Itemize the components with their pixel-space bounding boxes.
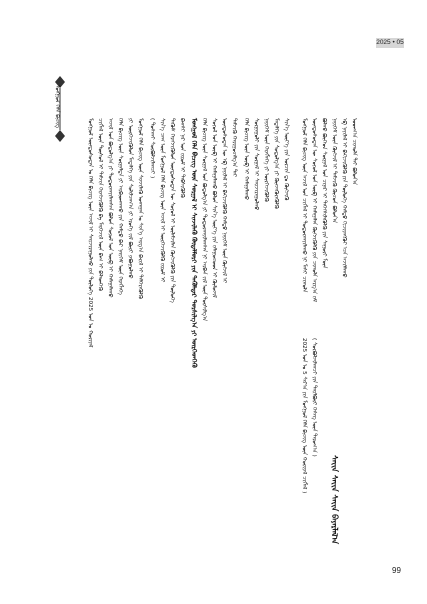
column-text: ᠰᠣᠶᠣᠯ ᠤᠨ ᠥᠪ ᠢ ᠬᠠᠮᠠᠭᠠᠯᠠᠬᠤ ᠪᠣᠯᠤᠨ ᠰᠢᠨ᠎ᠡ ᠦᠶ᠎ᠡ ᠶᠢᠨ ᠵᠠᠯᠠᠭᠤᠴᠤᠳ ᠢ ᠬᠥᠮᠦᠵᠢᠯ [211,118,217,298]
column-text: ᠠᠵᠢᠯ ᠤᠨ ᠪᠣᠳᠤᠯᠭ᠎ᠠ ᠶᠢ ᠲᠣᠳᠤᠷᠬᠠᠶᠢᠯᠠᠭᠰᠠᠨ ᠪᠣᠯᠤᠨ ᠰᠣᠶᠣᠯ ᠤᠨ ᠥᠪ ᠢ ᠬᠠᠮᠠᠭᠠᠯᠠᠬᠤ [107,118,113,298]
column-text: ᠮᠣᠩᠭᠣᠯ ᠬᠡᠯᠡ ᠪᠢᠴᠢᠭ ᠦᠨ ᠠᠵᠢᠯ ᠤᠨ ᠴᠢᠭᠯᠡᠯ ᠢ ᠲᠣᠳᠤᠷᠬᠠᠶᠢᠯᠠᠬᠤ ᠨᠢ ᠮᠠᠰᠢ ᠴᠢᠬᠤᠯᠠ [301,118,307,293]
column-text: ᠳᠡᠮᠵᠢᠬᠦ ᠬᠠᠷᠢᠭᠤᠴᠠᠯᠭ᠎ᠠ ᠲᠠᠢ [231,118,237,178]
column-text: ᠬᠡᠯᠡ ᠪᠢᠴᠢᠭ ᠦᠨ ᠰᠤᠷᠭᠠᠯ ᠤᠨ ᠪᠣᠳᠤᠯᠭ᠎ᠠ ᠶᠢ ᠲᠣᠳᠤᠷᠬᠠᠶᠢᠯᠠᠭᠰᠠᠨ ᠨᠢ ᠠᠷᠪᠠᠨ ᠵᠢᠯ ᠦᠨ ᠲᠤᠷᠰᠢᠯᠭ᠎ᠠ [201,118,207,322]
page-number: 99 [392,566,401,575]
journal-page: 2025 • 05 ᠮᠣᠩᠭᠣᠯ ᠬᠡᠯᠡ ᠪᠢᠴᠢᠭ᠌ ᠮᠣᠩᠭᠣᠯ ᠦᠨᠳᠦᠰᠦᠲᠡᠨ ᠤ ᠬᠡᠯᠡ ᠪᠢᠴᠢᠭ ᠦᠨ ᠠᠵᠢᠯ ᠢ ᠰᠠᠢᠵᠢᠷᠠᠭᠤᠯᠬᠤ ᠶᠢᠨ ᠲᠥᠯᠥᠭᠡ 2025 ᠣᠨ ᠤ ᠬᠣᠷᠢᠶᠠᠯ ᠴᠢᠭᠯᠡᠯ ᠦᠨ ᠲᠥᠰᠦᠯ ᠢ ᠳᠡᠮᠵᠢᠨ ᠬᠡᠷᠡᠭᠵᠢᠭᠦᠯᠬᠦ ᠪᠠ ᠮᠡᠷᠭᠡᠵᠢᠯ ᠦᠨ ᠪᠠᠭ ᠢ ᠪᠡᠯᠡᠳᠬᠡᠬᠦ ᠠᠵᠢᠯ ᠤᠨ ᠪᠣᠳᠤᠯᠭ᠎ᠠ ᠶᠢ ᠲᠣᠳᠤᠷᠬᠠᠶᠢᠯᠠᠭᠰᠠᠨ ᠪᠣᠯᠤᠨ ᠰᠣᠶᠣᠯ ᠤᠨ ᠥᠪ ᠢ ᠬᠠᠮᠠᠭᠠᠯᠠᠬᠤ ᠬᠡᠯᠡ ᠪᠢᠴᠢᠭ ᠦᠨ ᠰᠤᠷᠭᠠᠯᠲᠠ ᠶᠢ ᠠᠷᠪᠢᠳᠬᠠᠬᠤ ᠶᠢᠨ ᠬᠠᠮᠲᠤ ᠪᠠᠷ ᠨᠡᠢᠭᠡᠮ ᠦᠨ ᠬᠡᠷᠡᠭᠯᠡᠭᠡ ᠶᠢ ᠥᠷᠭᠡᠵᠢᠭᠦᠯᠦᠨ ᠮᠡᠳᠡᠯᠭᠡ ᠶᠢᠨ ᠰᠣᠯᠢᠯᠴᠠᠭ᠎ᠠ ᠶᠢ ᠡᠷᠦᠬᠡ ᠵᠢᠯ ᠪᠦᠷᠢ ᠶᠠᠪᠤᠭᠤᠯᠬᠤ ᠮᠣᠩᠭᠣᠯ ᠬᠡᠯᠡ ᠪᠢᠴᠢᠭ ᠦᠨ ᠰᠢᠨᠵᠢᠯᠡᠬᠦ ᠤᠬᠠᠭᠠᠨ ᠤ ᠰᠢᠨ᠎ᠡ ᠠᠷᠭ᠎ᠠ ᠪᠠᠷᠢᠯ ᠢ ᠳᠡᠯᠭᠡᠷᠡᠭᠦᠯᠬᠦ ( ᠲᠤᠰᠬᠠᠢ ᠰᠤᠷᠪᠤᠯᠵᠢᠯᠠᠭᠴᠢ ) ᠰᠢᠨ᠎ᠡ ᠴᠠᠭ ᠦᠨ ᠮᠣᠩᠭᠣᠯ ᠬᠡᠯᠡ ᠪᠢᠴᠢᠭ ᠦᠨ ᠠᠵᠢᠯ ᠢ ᠥᠷᠭᠡᠵᠢᠭᠦᠯᠬᠦ ᠵᠢᠷᠤᠮ ᠢ ᠲᠡᠭᠦᠰ ᠬᠡᠷᠡᠭᠵᠢᠭᠦᠯᠦᠨ ᠦᠨᠳᠦᠰᠦᠲᠡᠨ ᠦ ᠰᠣᠶᠣᠯ ᠢ ᠦᠯᠡᠮᠵᠢᠯᠡᠨ ᠬᠥᠭᠵᠢᠭᠦᠯᠬᠦ ᠶᠢᠨ ᠲᠥᠯᠥᠭᠡ ᠪᠠᠭᠰᠢ ᠨᠠᠷ ᠤᠨ ᠵᠢᠷᠤᠮ ᠢ ᠳᠡᠪᠰᠢᠭᠦᠯᠬᠦ ᠮᠣᠩᠭᠣᠯ ᠬᠡᠯᠡ ᠪᠢᠴᠢᠭ ᠦᠨ ᠰᠤᠷᠭᠠᠯ ᠢ ᠰᠢᠨᠵᠢᠯᠡᠬᠦ ᠬᠥᠳᠡᠯᠮᠦᠷᠢ ᠶᠢᠨ ᠲᠡᠭᠦᠯᠳᠡᠷ ᠲᠤᠷᠰᠢᠯᠭ᠎ᠠ ᠶᠢ ᠥᠷᠭᠡᠳᠬᠡᠬᠦ ᠬᠡᠯᠡ ᠪᠢᠴᠢᠭ ᠦᠨ ᠰᠤᠷᠭᠠᠯ ᠤᠨ ᠪᠣᠳᠤᠯᠭ᠎ᠠ ᠶᠢ ᠲᠣᠳᠤᠷᠬᠠᠶᠢᠯᠠᠭᠰᠠᠨ ᠨᠢ ᠠᠷᠪᠠᠨ ᠵᠢᠯ ᠦᠨ ᠲᠤᠷᠰᠢᠯᠭ᠎ᠠ ᠰᠣᠶᠣᠯ ᠤᠨ ᠥᠪ ᠢ ᠬᠠᠮᠠᠭᠠᠯᠠᠬᠤ ᠪᠣᠯᠤᠨ ᠰᠢᠨ᠎ᠡ ᠦᠶ᠎ᠡ ᠶᠢᠨ ᠵᠠᠯᠠᠭᠤᠴᠤᠳ ᠢ ᠬᠥᠮᠦᠵᠢᠯ ᠦᠨᠳᠦᠰᠦᠲᠡᠨ ᠦ ᠡᠪ ᠨᠡᠶᠢᠯᠡᠯ ᠢ ᠪᠡᠬᠢᠵᠢᠭᠦᠯᠬᠦ ᠬᠠᠮᠲᠤ ᠨᠡᠶᠢᠭᠡᠮ ᠦᠨ ᠬᠥᠭᠵᠢᠯ ᠢ ᠳᠡᠮᠵᠢᠬᠦ ᠬᠠᠷᠢᠭᠤᠴᠠᠯᠭ᠎ᠠ ᠲᠠᠢ ᠬᠡᠯᠡ ᠪᠢᠴᠢᠭ ᠦᠨ ᠥᠪ ᠢ ᠬᠠᠮᠠᠭᠠᠯᠠᠬᠤ ᠰᠤᠷᠭᠠᠭᠤᠯᠢ ᠶᠢᠨ ᠰᠤᠷᠭᠠᠯ ᠢ ᠰᠠᠢᠵᠢᠷᠠᠭᠤᠯᠬᠤ ᠨᠡᠶᠢᠭᠡᠮ ᠦᠨ ᠬᠡᠷᠡᠭᠯᠡᠭᠡ ᠶᠢ ᠥᠷᠭᠡᠵᠢᠭᠦᠯᠬᠦ ᠮᠡᠳᠡᠯᠭᠡ ᠶᠢᠨ ᠰᠤᠳᠤᠯᠭ᠎ᠠ ᠶᠢ ᠭᠦᠨᠵᠡᠭᠦᠷᠡᠭᠦᠯᠬᠦ ᠰᠢᠨ᠎ᠡ ᠦᠶ᠎ᠡ ᠶᠢᠨ ᠣᠷᠴᠢᠨ ᠳᠤ ᠬᠥᠭᠵᠢᠬᠦ ᠮᠣᠩᠭᠣᠯ ᠬᠡᠯᠡ ᠪᠢᠴᠢᠭ ᠦᠨ ᠠᠵᠢᠯ ᠤᠨ ᠴᠢᠭᠯᠡᠯ ᠢ ᠲᠣᠳᠤᠷᠬᠠᠶᠢᠯᠠᠬᠤ ᠨᠢ ᠮᠠᠰᠢ ᠴᠢᠬᠤᠯᠠ ᠦᠨᠳᠦᠰᠦᠲᠡᠨ ᠦ ᠰᠣᠶᠣᠯ ᠤᠨ ᠥᠪ ᠢ ᠬᠠᠮᠠᠭᠠᠯᠠᠨ ᠬᠥᠭᠵᠢᠭᠦᠯᠬᠦ ᠶᠢᠨ ᠴᠢᠬᠤᠯᠠ ᠠᠷᠭ᠎ᠠ ᠵᠠᠮ ᠪᠣᠯᠬᠤ ᠪᠥᠭᠡᠳ ᠰᠤᠷᠭᠠᠯ ᠤᠨ ᠴᠢᠨᠠᠷ ᠢ ᠳᠡᠭᠡᠭᠰᠢᠯᠡᠭᠦᠯᠬᠦ ᠶᠢᠨ ᠰᠠᠭᠤᠷᠢ ᠮᠥᠨ ᠨᠡᠶᠢᠭᠡᠮ ᠦᠨ ᠬᠥᠭᠵᠢᠯ ᠢ ᠳᠡᠮᠵᠢᠬᠦ ᠬᠦᠴᠦᠨ ᠪᠣᠯᠤᠨ᠎ᠠ ᠡᠪ ᠨᠡᠶᠢᠯᠡᠯ ᠢ ᠪᠡᠬᠢᠵᠢᠭᠦᠯᠬᠦ ᠶᠢᠨ ᠲᠥᠯᠥᠭᠡ ᠬᠠᠮᠲᠤ ᠬᠢᠴᠢᠶᠡᠩᠭᠦᠢ ᠡᠴᠡ ᠠᠵᠢᠯᠯᠠᠬᠤ ᠤᠳᠬ᠎ᠠ ᠴᠢᠬᠤᠯᠠ ᠲᠠᠢ ᠪᠣᠯᠤᠨ᠎ᠠ 2025 ᠣᠨ ᠤ 5 ᠰᠠᠷ᠎ᠠ ᠶᠢᠨ ᠮᠣᠩᠭᠣᠯ ᠬᠡᠯᠡ ᠪᠢᠴᠢᠭ ᠦᠨ ᠬᠣᠷᠢᠶᠠᠯ ᠴᠢᠭᠯᠡᠯ ) ( ᠰᠤᠷᠪᠤᠯᠵᠢᠯᠠᠭᠴᠢ ᠶᠢᠨ ᠲᠠᠢᠯᠪᠤᠷᠢ ᠬᠡᠰᠡᠭ ᠦᠨ ᠳᠠᠷᠤᠭ᠎ᠠ ) ᠰᠠᠶ᠋ᠢᠨ ᠰᠠᠶ᠋ᠢᠨ ᠰᠠᠶ᠋ᠢᠨ ᠪᠠᠶᠠᠷᠯᠠᠯ᠎ᠠ 99 [54,39,404,575]
column-text: ᠡᠪ ᠨᠡᠶᠢᠯᠡᠯ ᠢ ᠪᠡᠬᠢᠵᠢᠭᠦᠯᠬᠦ ᠶᠢᠨ ᠲᠥᠯᠥᠭᠡ ᠬᠠᠮᠲᠤ ᠬᠢᠴᠢᠶᠡᠩᠭᠦᠢ ᠡᠴᠡ ᠠᠵᠢᠯᠯᠠᠬᠤ [341,118,347,278]
column-text: 2025 ᠣᠨ ᠤ 5 ᠰᠠᠷ᠎ᠠ ᠶᠢᠨ ᠮᠣᠩᠭᠣᠯ ᠬᠡᠯᠡ ᠪᠢᠴᠢᠭ ᠦᠨ ᠬᠣᠷᠢᠶᠠᠯ ᠴᠢᠭᠯᠡᠯ ) [301,338,307,494]
column-text: ᠰᠢᠨ᠎ᠡ ᠦᠶ᠎ᠡ ᠶᠢᠨ ᠣᠷᠴᠢᠨ ᠳᠤ ᠬᠥᠭᠵᠢᠬᠦ [283,118,289,201]
column-text: ( ᠲᠤᠰᠬᠠᠢ ᠰᠤᠷᠪᠤᠯᠵᠢᠯᠠᠭᠴᠢ ) [149,118,155,179]
column-text: ( ᠰᠤᠷᠪᠤᠯᠵᠢᠯᠠᠭᠴᠢ ᠶᠢᠨ ᠲᠠᠢᠯᠪᠤᠷᠢ ᠬᠡᠰᠡᠭ ᠦᠨ ᠳᠠᠷᠤᠭ᠎ᠠ ) [311,338,317,457]
issue-badge: 2025 • 05 [376,39,404,46]
column-text: ᠪᠠᠭᠰᠢ ᠨᠠᠷ ᠤᠨ ᠵᠢᠷᠤᠮ ᠢ ᠳᠡᠪᠰᠢᠭᠦᠯᠬᠦ [179,118,185,198]
column-text: ᠮᠡᠳᠡᠯᠭᠡ ᠶᠢᠨ ᠰᠤᠳᠤᠯᠭ᠎ᠠ ᠶᠢ ᠭᠦᠨᠵᠡᠭᠦᠷᠡᠭᠦᠯᠬᠦ [273,118,279,209]
column-text: ᠲᠡᠭᠦᠰ ᠬᠡᠷᠡᠭᠵᠢᠭᠦᠯᠦᠨ ᠦᠨᠳᠦᠰᠦᠲᠡᠨ ᠦ ᠰᠣᠶᠣᠯ ᠢ ᠦᠯᠡᠮᠵᠢᠯᠡᠨ ᠬᠥᠭᠵᠢᠭᠦᠯᠬᠦ ᠶᠢᠨ ᠲᠥᠯᠥᠭᠡ [169,118,175,303]
column-text: ᠮᠣᠩᠭᠣᠯ ᠦᠨᠳᠦᠰᠦᠲᠡᠨ ᠤ ᠬᠡᠯᠡ ᠪᠢᠴᠢᠭ ᠦᠨ ᠠᠵᠢᠯ ᠢ ᠰᠠᠢᠵᠢᠷᠠᠭᠤᠯᠬᠤ ᠶᠢᠨ ᠲᠥᠯᠥᠭᠡ 2025 ᠣᠨ ᠤ ᠬᠣᠷᠢᠶᠠᠯ [87,118,93,348]
column-text: ᠰᠠᠶ᠋ᠢᠨ ᠰᠠᠶ᠋ᠢᠨ ᠰᠠᠶ᠋ᠢᠨ ᠪᠠᠶᠠᠷᠯᠠᠯ᠎ᠠ [330,455,339,545]
column-text: ᠬᠡᠯᠡ ᠪᠢᠴᠢᠭ ᠦᠨ ᠰᠤᠷᠭᠠᠯᠲᠠ ᠶᠢ ᠠᠷᠪᠢᠳᠬᠠᠬᠤ ᠶᠢᠨ ᠬᠠᠮᠲᠤ ᠪᠠᠷ ᠨᠡᠢᠭᠡᠮ ᠦᠨ ᠬᠡᠷᠡᠭᠯᠡᠭᠡ [117,118,123,295]
column-text: ᠶᠢ ᠥᠷᠭᠡᠵᠢᠭᠦᠯᠦᠨ ᠮᠡᠳᠡᠯᠭᠡ ᠶᠢᠨ ᠰᠣᠯᠢᠯᠴᠠᠭ᠎ᠠ ᠶᠢ ᠡᠷᠦᠬᠡ ᠵᠢᠯ ᠪᠦᠷᠢ ᠶᠠᠪᠤᠭᠤᠯᠬᠤ [127,118,133,279]
column-text: ᠬᠡᠯᠡ ᠪᠢᠴᠢᠭ ᠦᠨ ᠥᠪ ᠢ ᠬᠠᠮᠠᠭᠠᠯᠠᠬᠤ [243,118,249,200]
column-text: ᠮᠣᠩᠭᠣᠯ ᠬᠡᠯᠡ ᠪᠢᠴᠢᠭ ᠦᠨ ᠰᠢᠨᠵᠢᠯᠡᠬᠦ ᠤᠬᠠᠭᠠᠨ ᠤ ᠰᠢᠨ᠎ᠡ ᠠᠷᠭ᠎ᠠ ᠪᠠᠷᠢᠯ ᠢ ᠳᠡᠯᠭᠡᠷᠡᠭᠦᠯᠬᠦ [137,118,143,299]
column-text: ᠪᠣᠯᠬᠤ ᠪᠥᠭᠡᠳ ᠰᠤᠷᠭᠠᠯ ᠤᠨ ᠴᠢᠨᠠᠷ ᠢ ᠳᠡᠭᠡᠭᠰᠢᠯᠡᠭᠦᠯᠬᠦ ᠶᠢᠨ ᠰᠠᠭᠤᠷᠢ ᠮᠥᠨ [321,118,327,269]
column-text: ᠦᠨᠳᠦᠰᠦᠲᠡᠨ ᠦ ᠰᠣᠶᠣᠯ ᠤᠨ ᠥᠪ ᠢ ᠬᠠᠮᠠᠭᠠᠯᠠᠨ ᠬᠥᠭᠵᠢᠭᠦᠯᠬᠦ ᠶᠢᠨ ᠴᠢᠬᠤᠯᠠ ᠠᠷᠭ᠎ᠠ ᠵᠠᠮ [311,118,317,303]
column-text: ᠮᠣᠩᠭᠣᠯ ᠬᠡᠯᠡ ᠪᠢᠴᠢᠭ ᠦᠨ ᠰᠤᠷᠭᠠᠯ ᠢ ᠰᠢᠨᠵᠢᠯᠡᠬᠦ ᠬᠥᠳᠡᠯᠮᠦᠷᠢ ᠶᠢᠨ ᠲᠡᠭᠦᠯᠳᠡᠷ ᠲᠤᠷᠰᠢᠯᠭ᠎ᠠ ᠶᠢ ᠥᠷᠭᠡᠳᠬᠡᠬᠦ [190,118,198,368]
column-text: ᠰᠤᠷᠭᠠᠭᠤᠯᠢ ᠶᠢᠨ ᠰᠤᠷᠭᠠᠯ ᠢ ᠰᠠᠢᠵᠢᠷᠠᠭᠤᠯᠬᠤ [253,118,259,211]
column-text: ᠨᠡᠶᠢᠭᠡᠮ ᠦᠨ ᠬᠡᠷᠡᠭᠯᠡᠭᠡ ᠶᠢ ᠥᠷᠭᠡᠵᠢᠭᠦᠯᠬᠦ [263,118,269,202]
column-text: ᠤᠳᠬ᠎ᠠ ᠴᠢᠬᠤᠯᠠ ᠲᠠᠢ ᠪᠣᠯᠤᠨ᠎ᠠ [351,118,357,185]
column-text: ᠦᠨᠳᠦᠰᠦᠲᠡᠨ ᠦ ᠡᠪ ᠨᠡᠶᠢᠯᠡᠯ ᠢ ᠪᠡᠬᠢᠵᠢᠭᠦᠯᠬᠦ ᠬᠠᠮᠲᠤ ᠨᠡᠶᠢᠭᠡᠮ ᠦᠨ ᠬᠥᠭᠵᠢᠯ ᠢ [221,118,227,284]
column-text: ᠴᠢᠭᠯᠡᠯ ᠦᠨ ᠲᠥᠰᠦᠯ ᠢ ᠳᠡᠮᠵᠢᠨ ᠬᠡᠷᠡᠭᠵᠢᠭᠦᠯᠬᠦ ᠪᠠ ᠮᠡᠷᠭᠡᠵᠢᠯ ᠦᠨ ᠪᠠᠭ ᠢ ᠪᠡᠯᠡᠳᠬᠡᠬᠦ [97,118,103,291]
column-text: ᠨᠡᠶᠢᠭᠡᠮ ᠦᠨ ᠬᠥᠭᠵᠢᠯ ᠢ ᠳᠡᠮᠵᠢᠬᠦ ᠬᠦᠴᠦᠨ ᠪᠣᠯᠤᠨ᠎ᠠ [331,118,337,224]
column-text: ᠰᠢᠨ᠎ᠡ ᠴᠠᠭ ᠦᠨ ᠮᠣᠩᠭᠣᠯ ᠬᠡᠯᠡ ᠪᠢᠴᠢᠭ ᠦᠨ ᠠᠵᠢᠯ ᠢ ᠥᠷᠭᠡᠵᠢᠭᠦᠯᠬᠦ ᠵᠢᠷᠤᠮ ᠢ [159,118,165,283]
